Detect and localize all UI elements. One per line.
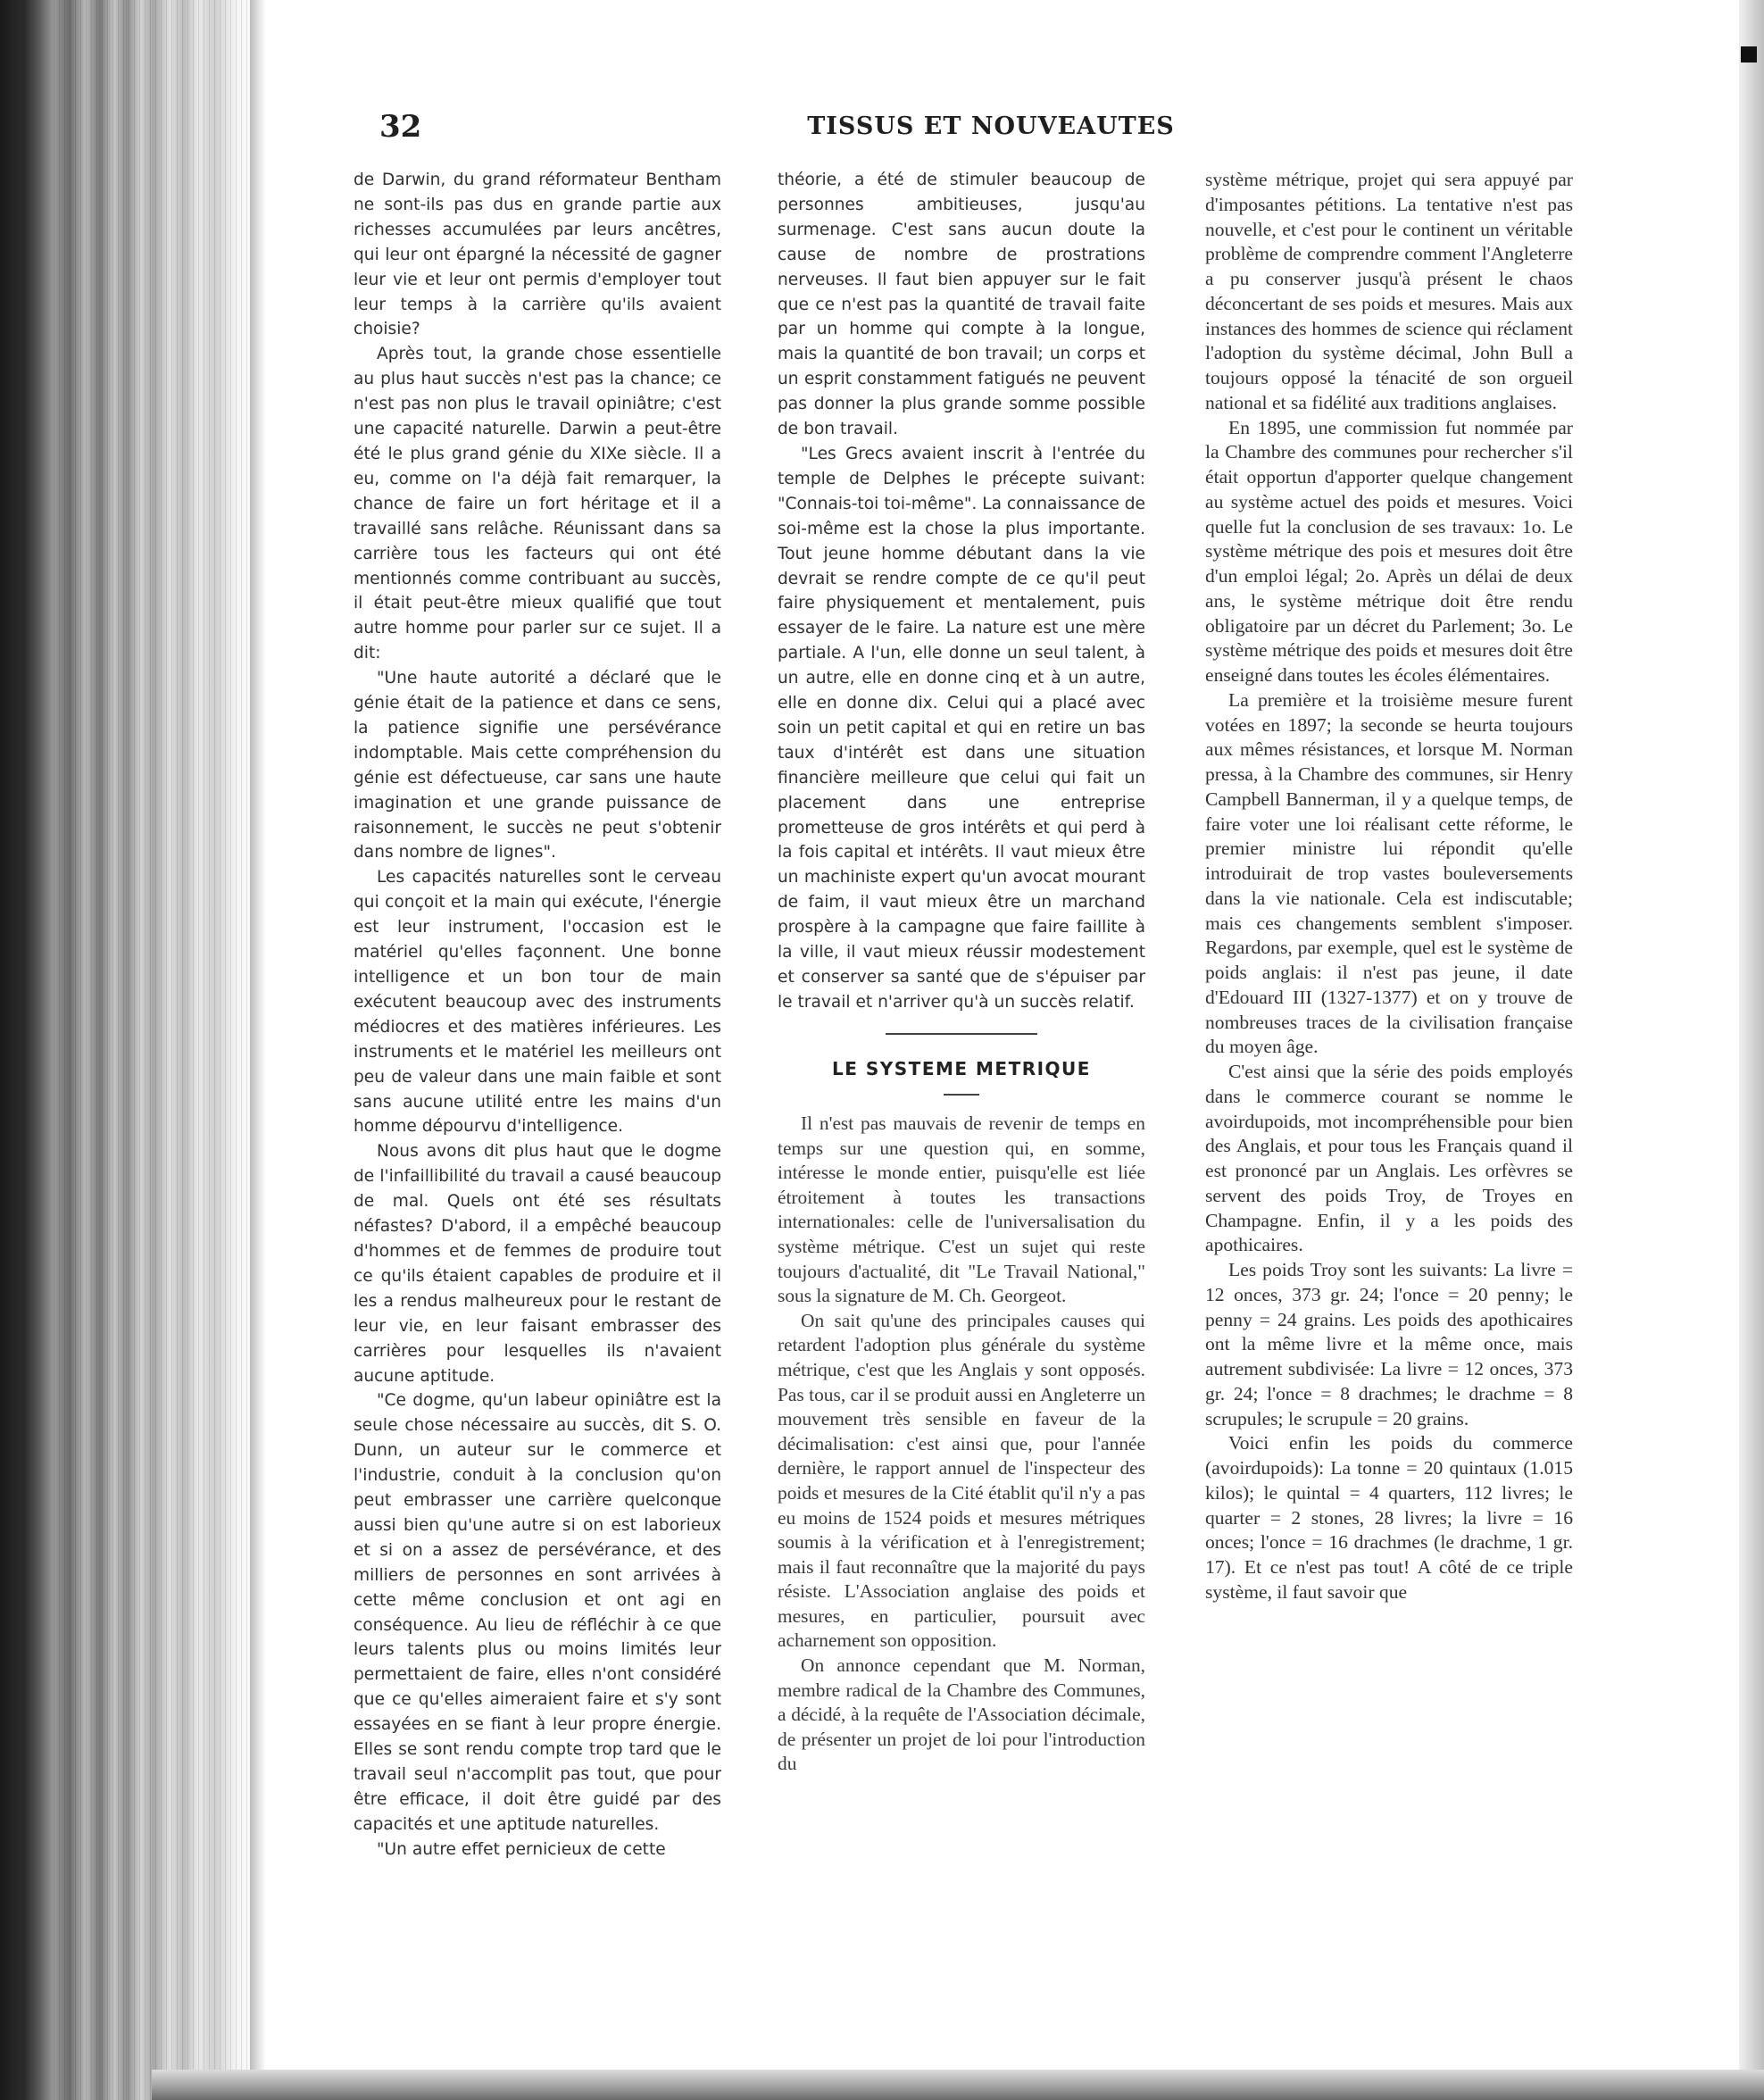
page-edge-lines — [54, 0, 250, 2100]
paragraph: "Un autre effet pernicieux de cette — [377, 1839, 666, 1859]
right-page-edge — [1739, 0, 1764, 2100]
paragraph: Les capacités naturelles sont le cerveau qui conçoit et la main qui exécute, l'énergie est leur instrument, l'occasion est le matériel qu'elles façonnent. Une bonne intelligence et un bon tour de main exécutent beaucoup avec des instruments médiocres et des matières inférieures. Les instruments et le matériel les meilleurs ont peu de valeur dans une main faible et sont sans aucune utilité entre les mains d'un homme dépourvu d'intelligence. — [354, 868, 721, 1137]
paragraph: système métrique, projet qui sera appuyé par d'imposantes pétitions. La tentative n'est pas nouvelle, et c'est pour le continent un véritable problème de comprendre comment l'Angleterre a pu conserver jusqu'à présent le chaos déconcertant de ses poids et mesures. Mais aux instances des hommes de science qui réclament l'adoption du système décimal, John Bull a toujours opposé la ténacité de son orgueil national et sa fidélité aux traditions anglaises. — [1205, 169, 1573, 413]
scan-corner-mark — [1741, 46, 1757, 62]
page-number: 32 — [379, 109, 422, 145]
paragraph: de Darwin, du grand réformateur Bentham ne sont-ils pas dus en grande partie aux richesses accumulées par leurs ancêtres, qui leur ont épargné la nécessité de gagner leur vie et leur ont permis d'employer tout leur temps à la carrière qu'ils avaient choisie? — [354, 171, 721, 339]
column-3 — [1205, 168, 1573, 2061]
title-underline — [944, 1094, 979, 1096]
article-body — [778, 1112, 1145, 1777]
paragraph: En 1895, une commission fut nommée par la Chambre des communes pour rechercher s'il était opportun d'apporter quelque changement au système actuel des poids et mesures. Voici quelle fut la conclusion de ses travaux: 1o. Le système métrique des pois et mesures doit être d'un emploi légal; 2o. Après un délai de deux ans, le système métrique doit être rendu obligatoire par un décret du Parlement; 3o. Le système métrique des poids et mesures doit être enseigné dans toutes les écoles élémentaires. — [1205, 416, 1573, 686]
column-2 — [778, 168, 1145, 2061]
bottom-page-edge — [152, 2070, 1764, 2100]
paragraph: "Une haute autorité a déclaré que le génie était de la patience et dans ce sens, la patience signifie une persévérance indomptable. Mais cette compréhension du génie est défectueuse, car sans une haute imagination et une grande puissance de raisonnement, le succès ne peut s'obtenir dans nombre de lignes". — [354, 669, 721, 862]
paragraph: Après tout, la grande chose essentielle au plus haut succès n'est pas la chance; ce n'est pas non plus le travail opiniâtre; c'est une capacité naturelle. Darwin a peut-être été le plus grand génie du XIXe siècle. Il a eu, comme on l'a déjà fait remarquer, la chance de faire un fort héritage et il a travaillé sans relâche. Réunissant dans sa carrière tous les facteurs qui ont été mentionnés comme contribuant au succès, il était peut-être mieux qualifié que tout autre homme pour parler sur ce sujet. Il a dit: — [354, 345, 721, 663]
paragraph: "Les Grecs avaient inscrit à l'entrée du temple de Delphes le précepte suivant: "Connais-toi toi-même". La connaissance de soi-même est la chose la plus importante. Tout jeune homme débutant dans la vie devrait se rendre compte de ce qu'il peut faire physiquement et mentalement, puis essayer de le faire. La nature est une mère partiale. A l'un, elle donne un seul talent, à un autre, elle en donne cinq et à un autre, elle en donne dix. Celui qui a placé avec soin un petit capital et qui en retire un bas taux d'intérêt est dans une situation financière meilleure que celui qui fait un placement dans une entreprise prometteuse de gros intérêts et qui perd à la fois capital et intérêts. Il vaut mieux être un machiniste expert qu'un avocat mourant de faim, il vaut mieux être un marchand prospère à la campagne que faire faillite à la ville, il vaut mieux réussir modestement et conserver sa santé que de s'épuiser par le travail et n'arriver qu'à un succès relatif. — [778, 444, 1145, 1012]
paragraph: On annonce cependant que M. Norman, membre radical de la Chambre des Communes, a décidé, à la requête de l'Association décimale, de présenter un projet de loi pour l'introduction du — [778, 1654, 1145, 1775]
column-1 — [354, 168, 721, 2061]
paragraph: théorie, a été de stimuler beaucoup de personnes ambitieuses, jusqu'au surmenage. C'est sans aucun doute la cause de nombre de prostrations nerveuses. Il faut bien appuyer sur le fait que ce n'est pas la quantité de travail faite par un homme qui compte à la longue, mais la quantité de bon travail; un corps et un esprit constamment fatigués ne peuvent pas donner la plus grande somme possible de bon travail. — [778, 171, 1145, 439]
section-divider — [886, 1033, 1037, 1035]
section-title: LE SYSTEME METRIQUE — [832, 1057, 1091, 1079]
paragraph: Nous avons dit plus haut que le dogme de l'infaillibilité du travail a causé beaucoup de mal. Quels ont été ses résultats néfastes? D'abord, il a empêché beaucoup d'hommes et de femmes de produire tout ce qu'ils étaient capables de produire et il les a rendus malheureux pour le restant de leur vie, en leur faisant embrasser des carrières pour lesquelles ils n'avaient aucune aptitude. — [354, 1142, 721, 1386]
paragraph: Voici enfin les poids du commerce (avoirdupoids): La tonne = 20 quintaux (1.015 kilos); le quintal = 4 quarters, 112 livres; le quarter = 2 stones, 28 livres; la livre = 16 onces; l'once = 16 drachmes (le drachme, 1 gr. 17). Et ce n'est pas tout! A côté de ce triple système, il faut savoir que — [1205, 1432, 1573, 1603]
paragraph: Il n'est pas mauvais de revenir de temps en temps sur une question qui, en somme, intéresse le monde entier, puisqu'elle est liée étroitement à toutes les transactions internationales: celle de l'universalisation du système métrique. C'est un sujet qui reste toujours d'actualité, dit "Le Travail National," sous la signature de M. Ch. Georgeot. — [778, 1112, 1145, 1307]
running-title: TISSUS ET NOUVEAUTES — [807, 112, 1175, 140]
paragraph: La première et la troisième mesure furent votées en 1897; la seconde se heurta toujours aux mêmes résistances, et lorsque M. Norman pressa, à la Chambre des communes, sir Henry Campbell Bannerman, il y a quelque temps, de faire voter une loi réalisant cette réforme, le premier ministre lui répondit qu'elle introduirait de trop vastes bouleversements dans la vie nationale. Cela est indiscutable; mais ces changements semblent s'imposer. Regardons, par exemple, quel est le système de poids anglais: il n'est pas jeune, il date d'Edouard III (1327-1377) et on y trouve de nombreuses traces de la civilisation française du moyen âge. — [1205, 688, 1573, 1058]
gutter-shadow — [250, 0, 266, 2100]
article-continuation — [778, 168, 1145, 1015]
paragraph: Les poids Troy sont les suivants: La livre = 12 onces, 373 gr. 24; l'once = 20 penny; le penny = 24 grains. Les poids des apothicaires ont la même livre et la même once, mais autrement subdivisée: La livre = 12 onces, 373 gr. 24; l'once = 8 drachmes; le drachme = 8 scrupules; le scrupule = 20 grains. — [1205, 1259, 1573, 1429]
paragraph: "Ce dogme, qu'un labeur opiniâtre est la seule chose nécessaire au succès, dit S. O. Dunn, un auteur sur le commerce et l'industrie, conduit à la conclusion qu'on peut embrasser une carrière quelconque aussi bien qu'une autre si on est laborieux et si on a assez de persévérance, et des milliers de personnes en sont arrivées à cette même conclusion et ont agi en conséquence. Au lieu de réfléchir à ce que leurs talents plus ou moins limités leur permettaient de faire, elles n'ont considéré que ce qu'elles aimeraient faire et s'y sont essayées en se fiant à leur propre énergie. Elles se sont rendu compte trop tard que le travail seul n'accomplit pas tout, que pour être efficace, il doit être guidé par des capacités et une aptitude naturelles. — [354, 1391, 721, 1834]
paragraph: On sait qu'une des principales causes qui retardent l'adoption plus générale du système métrique, c'est que les Anglais y sont opposés. Pas tous, car il se produit aussi en Angleterre un mouvement très sensible en faveur de la décimalisation: c'est ainsi que, pour l'année dernière, le rapport annuel de l'inspecteur des poids et mesures de la Cité établit qu'il n'y a pas eu moins de 1524 poids et mesures métriques soumis à la vérification et à l'enregistrement; mais il faut reconnaître que la majorité du pays résiste. L'Association anglaise des poids et mesures, en particulier, poursuit avec acharnement son opposition. — [778, 1309, 1145, 1652]
paragraph: C'est ainsi que la série des poids employés dans le commerce courant se nomme le avoirdupoids, mot incompréhensible pour bien des Anglais, et pour tous les Français quand il est prononcé par un Anglais. Les orfèvres se servent des poids Troy, de Troyes en Champagne. Enfin, il y a les poids des apothicaires. — [1205, 1061, 1573, 1256]
